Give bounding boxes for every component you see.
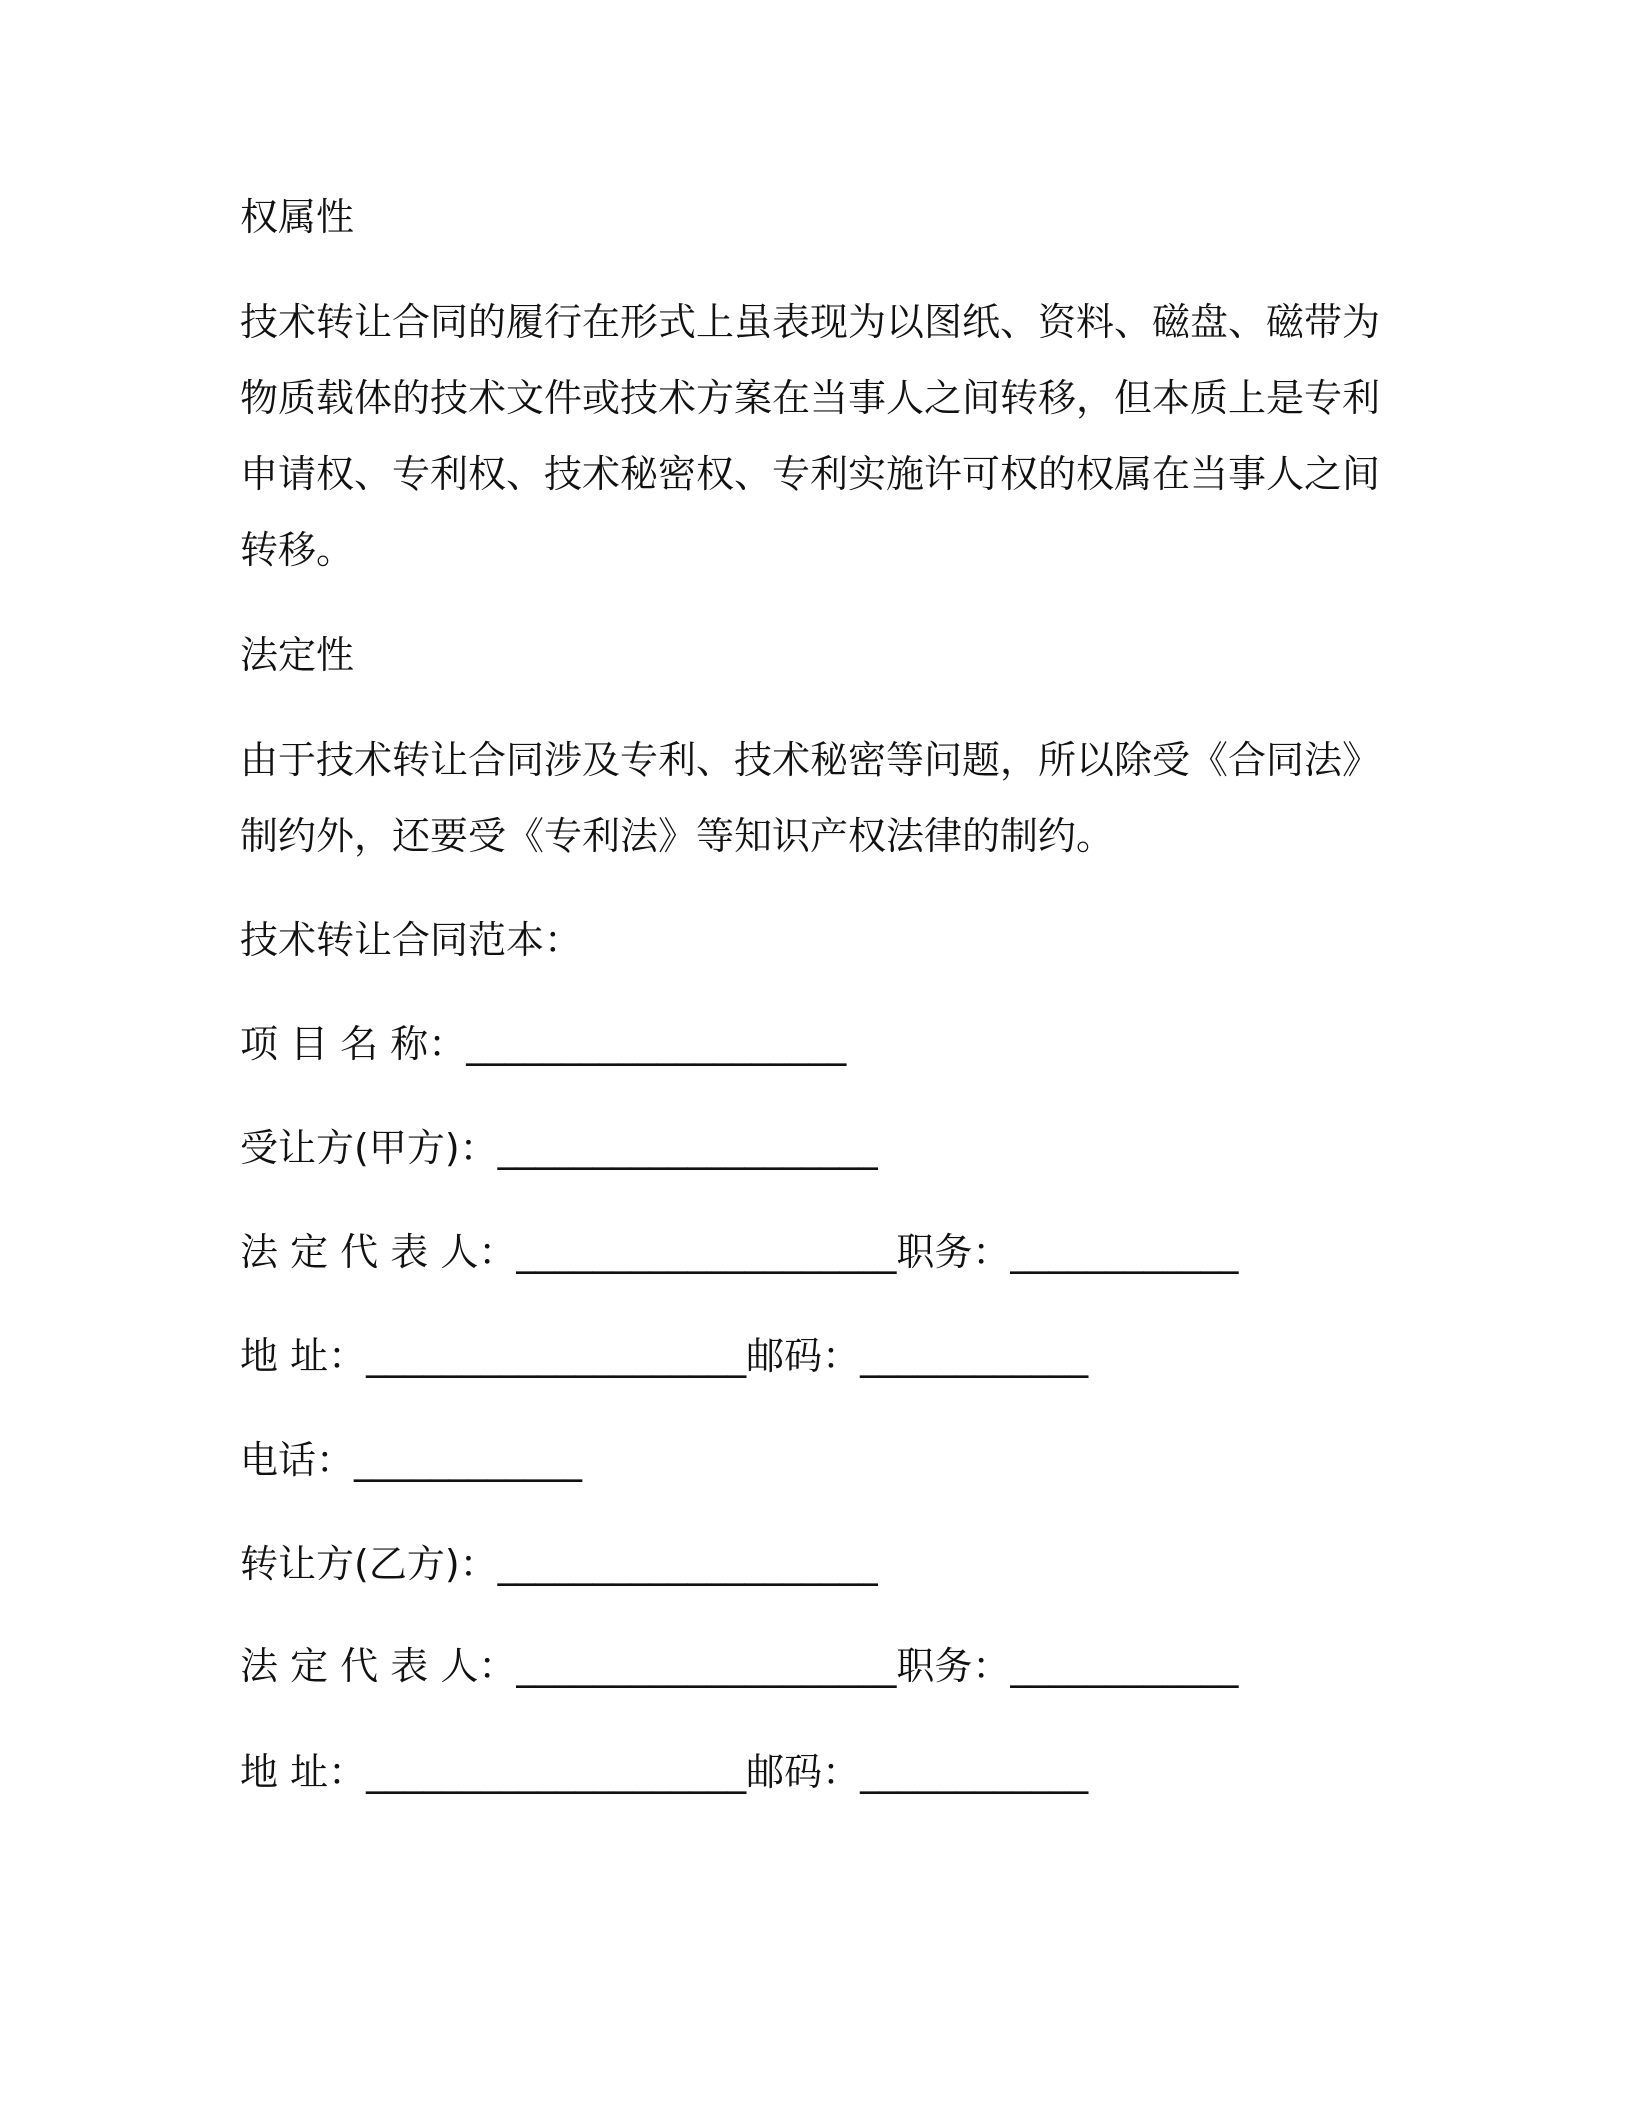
party-b-representative-field: 法 定 代 表 人：____________________职务：____________ <box>240 1644 1239 1688</box>
ownership-heading: 权属性 <box>240 195 355 239</box>
legal-body-line-2: 制约外，还要受《专利法》等知识产权法律的制约。 <box>240 814 1115 858</box>
project-name-field: 项 目 名 称：____________________ <box>240 1022 847 1066</box>
ownership-body-line-2: 物质载体的技术文件或技术方案在当事人之间转移，但本质上是专利 <box>240 376 1381 420</box>
ownership-body-line-3: 申请权、专利权、技术秘密权、专利实施许可权的权属在当事人之间 <box>240 452 1381 496</box>
party-b-address-field: 地 址：____________________邮码：____________ <box>240 1750 1089 1794</box>
legal-body-line-1: 由于技术转让合同涉及专利、技术秘密等问题，所以除受《合同法》 <box>240 738 1381 782</box>
ownership-body-line-4: 转移。 <box>240 528 355 572</box>
party-a-representative-field: 法 定 代 表 人：____________________职务：____________ <box>240 1230 1239 1274</box>
party-a-phone-field: 电话：____________ <box>240 1438 583 1482</box>
template-title: 技术转让合同范本： <box>240 918 583 962</box>
party-b-field: 转让方(乙方)：____________________ <box>240 1542 878 1586</box>
party-a-address-field: 地 址：____________________邮码：____________ <box>240 1334 1089 1378</box>
legal-heading: 法定性 <box>240 633 355 677</box>
party-a-field: 受让方(甲方)：____________________ <box>240 1126 878 1170</box>
ownership-body-line-1: 技术转让合同的履行在形式上虽表现为以图纸、资料、磁盘、磁带为 <box>240 300 1381 344</box>
